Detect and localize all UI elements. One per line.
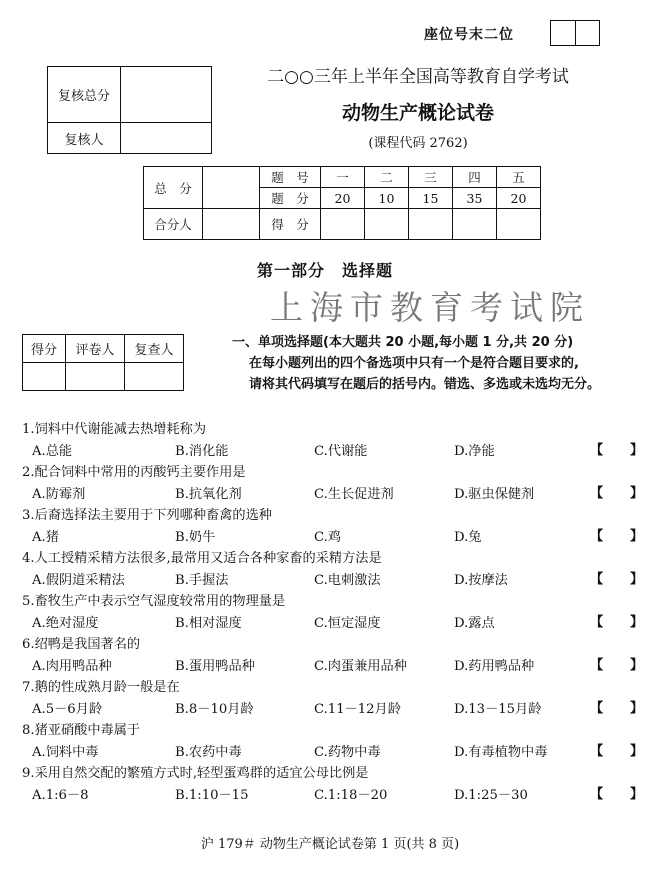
question-stem: 6.绍鸭是我国著名的 (22, 637, 141, 652)
option-c: C.代谢能 (314, 444, 368, 459)
seat-number-box[interactable] (550, 20, 600, 46)
reviewer-label: 复核人 (48, 123, 121, 154)
question-number-4: 四 (453, 167, 497, 188)
review-total-cell[interactable] (121, 67, 212, 123)
answer-bracket-left[interactable]: 【 (590, 572, 604, 587)
question-number-3: 三 (409, 167, 453, 188)
option-b: B.奶牛 (175, 530, 216, 545)
option-d: D.药用鸭品种 (454, 659, 535, 674)
option-c: C.鸡 (314, 530, 341, 545)
option-a: A.绝对湿度 (32, 616, 99, 631)
question-item (22, 633, 642, 676)
grader-header-marker: 评卷人 (66, 335, 125, 363)
question-score-2: 10 (365, 188, 409, 209)
score-table (143, 166, 541, 240)
grader-score-cell[interactable] (23, 363, 66, 391)
answer-bracket-left[interactable]: 【 (590, 701, 604, 716)
question-number-label: 题 号 (260, 167, 321, 188)
answer-bracket-left[interactable]: 【 (590, 658, 604, 673)
section-instruction-title: 一、单项选择题(本大题共 20 小题,每小题 1 分,共 20 分) (232, 335, 574, 350)
option-d: D.13－15月龄 (454, 702, 542, 717)
question-item (22, 418, 642, 461)
question-item (22, 762, 642, 805)
question-item (22, 504, 642, 547)
review-table (47, 66, 212, 154)
question-stem: 9.采用自然交配的繁殖方式时,轻型蛋鸡群的适宜公母比例是 (22, 766, 369, 781)
option-c: C.1:18－20 (314, 788, 388, 803)
question-score-3: 15 (409, 188, 453, 209)
question-item (22, 719, 642, 762)
answer-bracket-right: 】 (630, 486, 644, 501)
option-b: B.1:10－15 (175, 788, 249, 803)
question-stem: 7.鹅的性成熟月龄一般是在 (22, 680, 180, 695)
obtained-score-2[interactable] (365, 209, 409, 240)
question-list (22, 418, 642, 805)
question-stem: 1.饲料中代谢能减去热增耗称为 (22, 422, 207, 437)
paper-title: 动物生产概论试卷 (341, 102, 494, 124)
option-b: B.手握法 (175, 573, 229, 588)
obtained-score-5[interactable] (497, 209, 541, 240)
option-a: A.防霉剂 (32, 487, 86, 502)
option-c: C.药物中毒 (314, 745, 381, 760)
option-b: B.蛋用鸭品种 (175, 659, 255, 674)
course-code: (课程代码 2762) (368, 136, 468, 151)
option-d: D.净能 (454, 444, 495, 459)
option-b: B.8－10月龄 (175, 702, 254, 717)
question-score-label: 题 分 (260, 188, 321, 209)
section-instruction-line: 请将其代码填写在题后的括号内。错选、多选或未选均无分。 (249, 377, 601, 392)
grader-table (22, 334, 184, 391)
option-c: C.生长促进剂 (314, 487, 394, 502)
option-a: A.5－6月龄 (32, 702, 103, 717)
option-a: A.猪 (32, 530, 59, 545)
question-stem: 8.猪亚硝酸中毒属于 (22, 723, 141, 738)
answer-bracket-left[interactable]: 【 (590, 615, 604, 630)
option-c: C.恒定湿度 (314, 616, 381, 631)
answer-bracket-right: 】 (630, 744, 644, 759)
option-d: D.露点 (454, 616, 495, 631)
option-d: D.有毒植物中毒 (454, 745, 548, 760)
answer-bracket-left[interactable]: 【 (590, 744, 604, 759)
question-stem: 2.配合饲料中常用的丙酸钙主要作用是 (22, 465, 246, 480)
obtained-score-3[interactable] (409, 209, 453, 240)
option-d: D.1:25－30 (454, 788, 528, 803)
question-item (22, 590, 642, 633)
question-number-2: 二 (365, 167, 409, 188)
seat-box-divider (575, 21, 576, 45)
reviewer-cell[interactable] (121, 123, 212, 154)
option-d: D.兔 (454, 530, 482, 545)
question-number-1: 一 (321, 167, 365, 188)
question-stem: 5.畜牧生产中表示空气湿度较常用的物理量是 (22, 594, 286, 609)
option-d: D.按摩法 (454, 573, 508, 588)
answer-bracket-right: 】 (630, 443, 644, 458)
option-a: A.肉用鸭品种 (32, 659, 112, 674)
score-adder-cell[interactable] (203, 209, 260, 240)
question-score-1: 20 (321, 188, 365, 209)
score-adder-label: 合分人 (144, 209, 203, 240)
grader-checker-cell[interactable] (125, 363, 184, 391)
total-score-label: 总 分 (144, 167, 203, 209)
option-d: D.驱虫保健剂 (454, 487, 535, 502)
review-total-label: 复核总分 (48, 67, 121, 123)
question-stem: 4.人工授精采精方法很多,最常用又适合各种家畜的采精方法是 (22, 551, 382, 566)
institution-stamp: 上海市教育考试院 (270, 288, 590, 327)
question-score-5: 20 (497, 188, 541, 209)
page-footer: 沪 179＃ 动物生产概论试卷第 1 页(共 8 页) (200, 837, 460, 852)
answer-bracket-right: 】 (630, 658, 644, 673)
obtained-score-1[interactable] (321, 209, 365, 240)
option-b: B.抗氧化剂 (175, 487, 242, 502)
answer-bracket-left[interactable]: 【 (590, 443, 604, 458)
total-score-cell[interactable] (203, 167, 260, 209)
answer-bracket-right: 】 (630, 787, 644, 802)
obtained-score-4[interactable] (453, 209, 497, 240)
answer-bracket-right: 】 (630, 615, 644, 630)
question-score-4: 35 (453, 188, 497, 209)
question-item (22, 676, 642, 719)
question-item (22, 461, 642, 504)
answer-bracket-right: 】 (630, 572, 644, 587)
seat-number-label: 座位号末二位 (424, 27, 514, 43)
answer-bracket-left[interactable]: 【 (590, 787, 604, 802)
answer-bracket-left[interactable]: 【 (590, 486, 604, 501)
option-c: C.电刺激法 (314, 573, 381, 588)
answer-bracket-right: 】 (630, 701, 644, 716)
obtained-score-label: 得 分 (260, 209, 321, 240)
answer-bracket-left[interactable]: 【 (590, 529, 604, 544)
exam-title: 二○○三年上半年全国高等教育自学考试 (267, 67, 569, 87)
grader-header-checker: 复查人 (125, 335, 184, 363)
option-b: B.相对湿度 (175, 616, 242, 631)
answer-bracket-right: 】 (630, 529, 644, 544)
option-c: C.肉蛋兼用品种 (314, 659, 407, 674)
option-a: A.总能 (32, 444, 73, 459)
option-b: B.消化能 (175, 444, 229, 459)
question-number-5: 五 (497, 167, 541, 188)
section-instruction-line: 在每小题列出的四个备选项中只有一个是符合题目要求的, (249, 356, 579, 371)
option-a: A.1:6－8 (32, 788, 89, 803)
part-title: 第一部分 选择题 (256, 261, 393, 280)
grader-marker-cell[interactable] (66, 363, 125, 391)
question-item (22, 547, 642, 590)
grader-header-score: 得分 (23, 335, 66, 363)
option-b: B.农药中毒 (175, 745, 242, 760)
option-a: A.饲料中毒 (32, 745, 99, 760)
option-c: C.11－12月龄 (314, 702, 401, 717)
option-a: A.假阴道采精法 (32, 573, 125, 588)
question-stem: 3.后裔选择法主要用于下列哪种畜禽的选种 (22, 508, 272, 523)
